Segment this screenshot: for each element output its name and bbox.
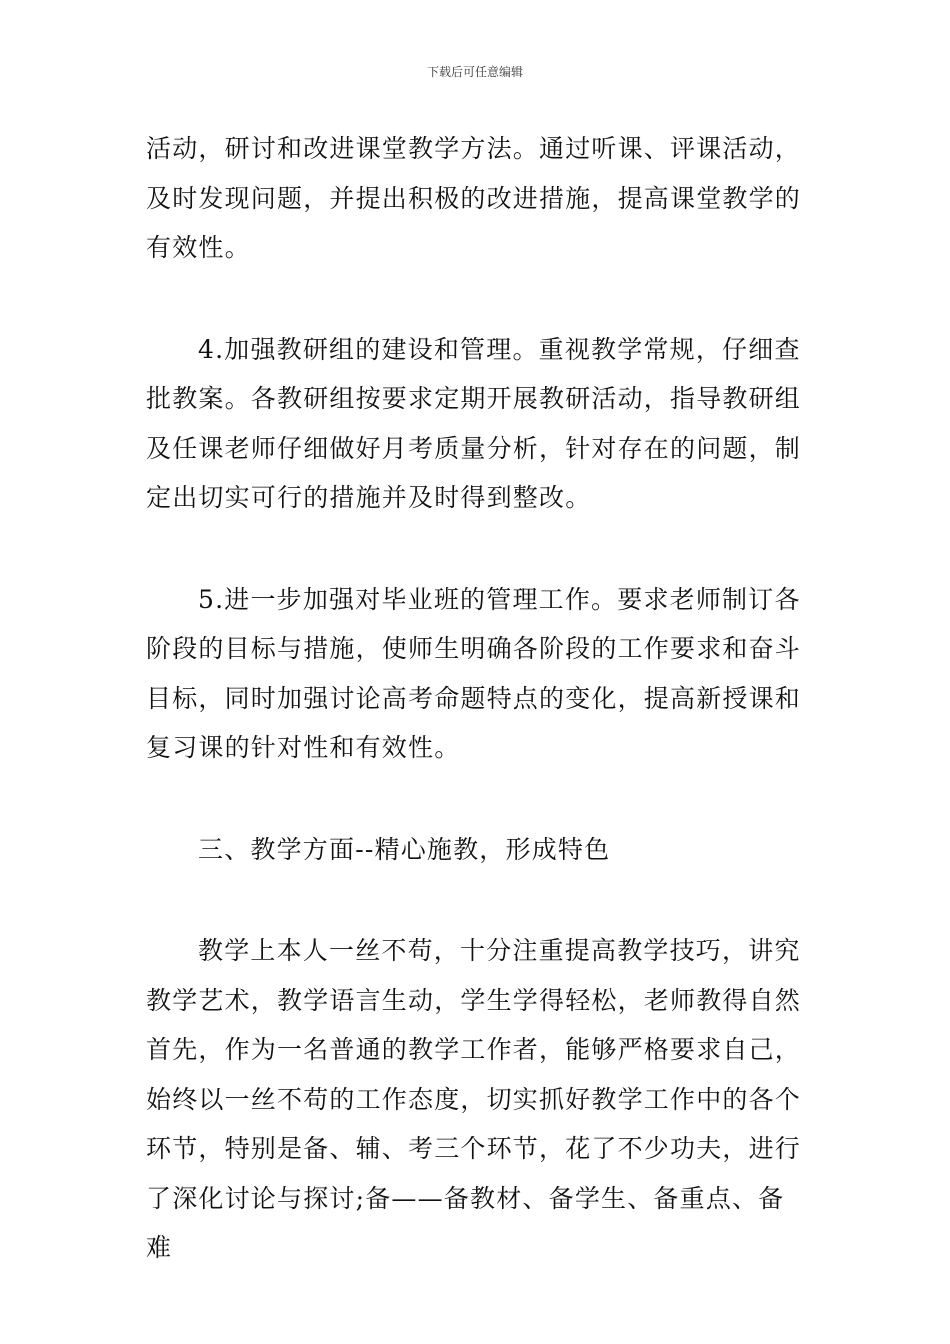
document-body [146,124,810,1273]
paragraph-item-5: 5.进一步加强对毕业班的管理工作。要求老师制订各阶段的目标与措施，使师生明确各阶段的工作要求和奋斗目标，同时加强讨论高考命题特点的变化，提高新授课和复习课的针对性和有效性。 [146,584,802,762]
paragraph-continuation: 活动，研讨和改进课堂教学方法。通过听课、评课活动，及时发现问题，并提出积极的改进措施，提高课堂教学的有效性。 [146,134,802,262]
section-heading-3: 三、教学方面--精心施教，形成特色 [198,834,611,864]
page-header-note: 下载后可任意编辑 [426,65,523,79]
paragraph-item-4: 4.加强教研组的建设和管理。重视教学常规，仔细查批教案。各教研组按要求定期开展教研活动，指导教研组及任课老师仔细做好月考质量分析，针对存在的问题，制定出切实可行的措施并及时得到整改。 [146,334,802,512]
paragraph-teaching: 教学上本人一丝不苟，十分注重提高教学技巧，讲究教学艺术，教学语言生动，学生学得轻松，老师教得自然首先，作为一名普通的教学工作者，能够严格要求自己，始终以一丝不苟的工作态度，切实抓好教学工作中的各个环节，特别是备、辅、考三个环节，花了不少功夫，进行了深化讨论与探讨;备——备教材、备学生、备重点、备难 [146,936,802,1262]
